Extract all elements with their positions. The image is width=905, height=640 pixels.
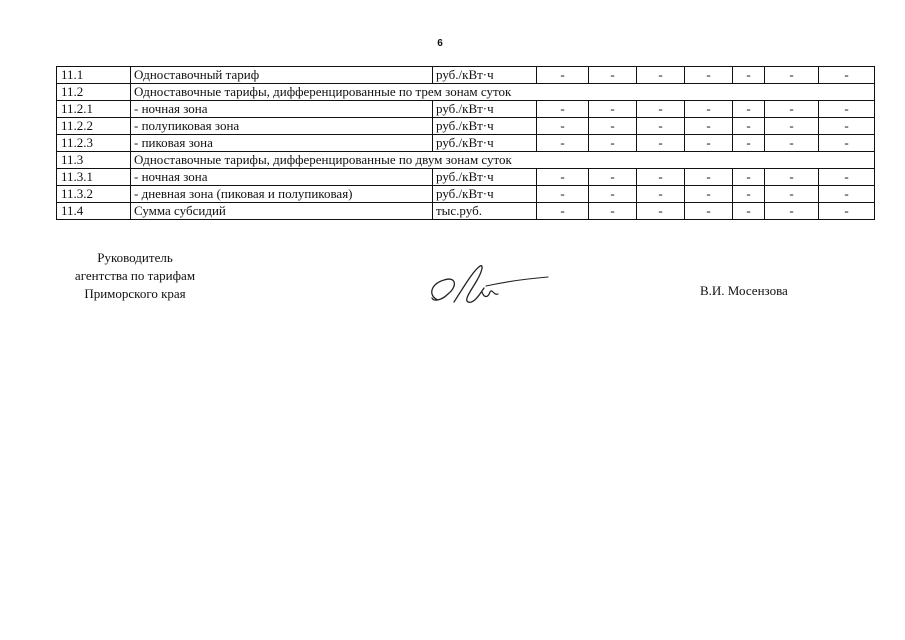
table-row xyxy=(57,169,875,186)
row-number-cell: 11.3 xyxy=(57,152,131,169)
section-row xyxy=(57,152,875,169)
unit-cell: руб./кВт·ч xyxy=(433,135,537,152)
page-number: 6 xyxy=(437,38,443,49)
row-number-cell: 11.3.2 xyxy=(57,186,131,203)
value-cell: - xyxy=(765,203,819,220)
row-name-cell: Сумма субсидий xyxy=(131,203,433,220)
row-number-cell: 11.2.2 xyxy=(57,118,131,135)
signer-name: В.И. Мосензова xyxy=(700,283,788,298)
table-row xyxy=(57,135,875,152)
value-cell: - xyxy=(819,169,875,186)
value-cell: - xyxy=(819,67,875,84)
row-number-cell: 11.2.1 xyxy=(57,101,131,118)
value-cell: - xyxy=(637,186,685,203)
table-row xyxy=(57,67,875,84)
section-title-cell: Одноставочные тарифы, дифференцированные по двум зонам суток xyxy=(131,152,875,169)
value-cell: - xyxy=(819,118,875,135)
value-cell: - xyxy=(637,169,685,186)
section-row xyxy=(57,84,875,101)
unit-cell: руб./кВт·ч xyxy=(433,169,537,186)
value-cell: - xyxy=(733,186,765,203)
value-cell: - xyxy=(589,101,637,118)
row-number-cell: 11.2 xyxy=(57,84,131,101)
value-cell: - xyxy=(819,203,875,220)
row-number-cell: 11.2.3 xyxy=(57,135,131,152)
value-cell: - xyxy=(765,101,819,118)
value-cell: - xyxy=(589,203,637,220)
value-cell: - xyxy=(637,135,685,152)
row-number-cell: 11.3.1 xyxy=(57,169,131,186)
unit-cell: руб./кВт·ч xyxy=(433,101,537,118)
value-cell: - xyxy=(637,67,685,84)
value-cell: - xyxy=(819,186,875,203)
value-cell: - xyxy=(765,118,819,135)
value-cell: - xyxy=(765,67,819,84)
value-cell: - xyxy=(637,118,685,135)
value-cell: - xyxy=(637,203,685,220)
table-row xyxy=(57,186,875,203)
row-number-cell: 11.1 xyxy=(57,67,131,84)
value-cell: - xyxy=(685,67,733,84)
value-cell: - xyxy=(589,169,637,186)
value-cell: - xyxy=(537,67,589,84)
value-cell: - xyxy=(537,203,589,220)
row-name-cell: - полупиковая зона xyxy=(131,118,433,135)
signatory-title xyxy=(40,249,230,303)
value-cell: - xyxy=(733,67,765,84)
row-name-cell: - ночная зона xyxy=(131,101,433,118)
value-cell: - xyxy=(685,101,733,118)
value-cell: - xyxy=(733,101,765,118)
table-row xyxy=(57,203,875,220)
unit-cell: руб./кВт·ч xyxy=(433,186,537,203)
row-name-cell: - дневная зона (пиковая и полупиковая) xyxy=(131,186,433,203)
handwritten-signature xyxy=(424,262,550,308)
signatory-title-line: агентства по тарифам xyxy=(74,268,196,283)
value-cell: - xyxy=(685,203,733,220)
value-cell: - xyxy=(637,101,685,118)
unit-cell: тыс.руб. xyxy=(433,203,537,220)
value-cell: - xyxy=(733,203,765,220)
signatory-title-line: Приморского края xyxy=(84,286,186,301)
value-cell: - xyxy=(685,118,733,135)
value-cell: - xyxy=(819,101,875,118)
value-cell: - xyxy=(733,135,765,152)
value-cell: - xyxy=(685,186,733,203)
value-cell: - xyxy=(819,135,875,152)
value-cell: - xyxy=(537,101,589,118)
row-name-cell: Одноставочный тариф xyxy=(131,67,433,84)
value-cell: - xyxy=(765,169,819,186)
row-name-cell: - ночная зона xyxy=(131,169,433,186)
value-cell: - xyxy=(537,186,589,203)
value-cell: - xyxy=(589,67,637,84)
value-cell: - xyxy=(765,135,819,152)
value-cell: - xyxy=(765,186,819,203)
table-row xyxy=(57,101,875,118)
value-cell: - xyxy=(685,169,733,186)
value-cell: - xyxy=(537,118,589,135)
value-cell: - xyxy=(589,135,637,152)
value-cell: - xyxy=(537,135,589,152)
value-cell: - xyxy=(537,169,589,186)
tariff-table xyxy=(56,66,875,220)
value-cell: - xyxy=(685,135,733,152)
row-number-cell: 11.4 xyxy=(57,203,131,220)
section-title-cell: Одноставочные тарифы, дифференцированные по трем зонам суток xyxy=(131,84,875,101)
unit-cell: руб./кВт·ч xyxy=(433,67,537,84)
value-cell: - xyxy=(733,118,765,135)
tariff-table-body xyxy=(57,67,875,220)
row-name-cell: - пиковая зона xyxy=(131,135,433,152)
value-cell: - xyxy=(589,118,637,135)
table-row xyxy=(57,118,875,135)
value-cell: - xyxy=(589,186,637,203)
signatory-title-line: Руководитель xyxy=(97,250,173,265)
value-cell: - xyxy=(733,169,765,186)
unit-cell: руб./кВт·ч xyxy=(433,118,537,135)
